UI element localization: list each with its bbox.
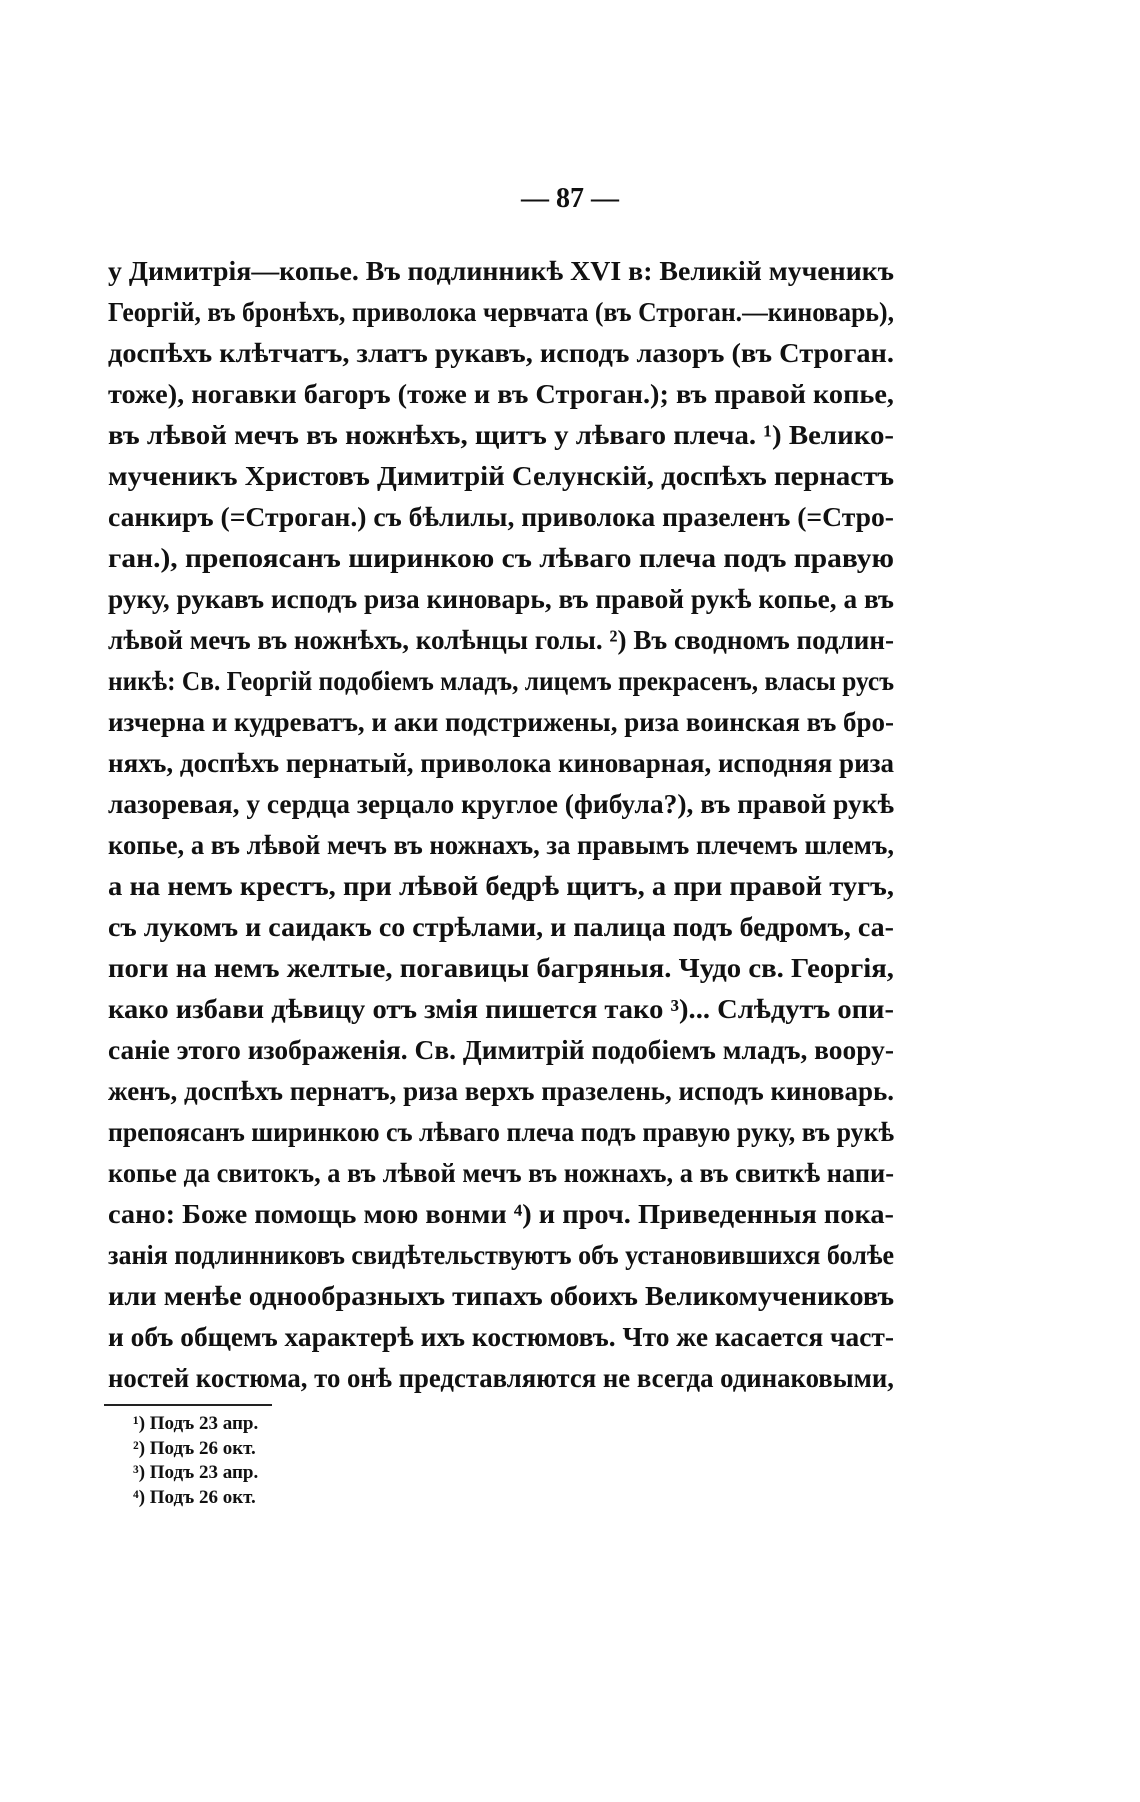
text-line xyxy=(108,783,894,824)
footnote: ⁴) Подъ 26 окт. xyxy=(133,1486,256,1508)
footnote: ²) Подъ 26 окт. xyxy=(133,1437,256,1459)
text-line-content: или менѣе однообразныхъ типахъ обоихъ Великомучениковъ xyxy=(108,1280,895,1311)
text-line xyxy=(108,1152,894,1193)
text-line-content: тоже), ногавки багоръ (тоже и въ Строган.); въ правой копье, xyxy=(108,378,895,409)
text-line xyxy=(108,250,894,291)
text-line-content: сано: Боже помощь мою вонми ⁴) и проч. Приведенныя пока- xyxy=(108,1198,895,1229)
text-line xyxy=(108,988,894,1029)
text-line-content: поги на немъ желтые, погавицы багряныя. Чудо св. Георгія, xyxy=(108,952,894,983)
text-line xyxy=(108,906,894,947)
page-number: — 87 — xyxy=(521,183,619,214)
footnote: ¹) Подъ 23 апр. xyxy=(133,1413,259,1434)
text-line xyxy=(108,291,894,332)
text-line xyxy=(108,1029,894,1070)
text-line xyxy=(108,373,894,414)
text-line xyxy=(108,619,894,660)
text-line-content: саніе этого изображенія. Св. Димитрій подобіемъ младъ, воору- xyxy=(108,1034,894,1065)
text-line-content: и объ общемъ характерѣ ихъ костюмовъ. Что же касается част- xyxy=(108,1321,894,1352)
text-line xyxy=(108,1275,894,1316)
text-line xyxy=(108,496,894,537)
text-line xyxy=(108,865,894,906)
text-line xyxy=(108,1111,894,1152)
text-line-content: копье да свитокъ, а въ лѣвой мечъ въ ножнахъ, а въ свиткѣ напи- xyxy=(108,1157,894,1188)
text-line-content: занія подлинниковъ свидѣтельствуютъ объ установившихся болѣе xyxy=(108,1239,894,1270)
text-line-content: въ лѣвой мечъ въ ножнѣхъ, щитъ у лѣваго плеча. ¹) Велико- xyxy=(108,419,894,450)
text-line-content: женъ, доспѣхъ пернатъ, риза верхъ празелень, исподъ киноварь. xyxy=(108,1075,894,1106)
text-line-content: ган.), препоясанъ ширинкою съ лѣваго плеча подъ правую xyxy=(108,542,894,573)
text-line-content: няхъ, доспѣхъ пернатый, приволока киноварная, исподняя риза xyxy=(108,747,894,778)
text-line xyxy=(108,1316,894,1357)
text-line-content: мученикъ Христовъ Димитрій Селунскій, доспѣхъ пернастъ xyxy=(108,460,894,491)
text-line xyxy=(108,537,894,578)
text-line-content: никѣ: Св. Георгій подобіемъ младъ, лицемъ прекрасенъ, власы русъ xyxy=(108,665,894,696)
text-line xyxy=(108,1234,894,1275)
text-line-content: изчерна и кудреватъ, и аки подстрижены, риза воинская въ бро- xyxy=(108,706,894,737)
text-line xyxy=(108,947,894,988)
text-line-content: съ лукомъ и саидакъ со стрѣлами, и палица подъ бедромъ, са- xyxy=(108,911,894,942)
footnotes xyxy=(133,1412,258,1510)
text-line-content: Георгій, въ бронѣхъ, приволока червчата (въ Строган.—киноварь), xyxy=(108,296,894,327)
text-line-content: препоясанъ ширинкою съ лѣваго плеча подъ правую руку, въ рукѣ xyxy=(108,1116,894,1147)
text-line xyxy=(108,1357,894,1398)
text-line-content: санкиръ (=Строган.) съ бѣлилы, приволока празеленъ (=Стро- xyxy=(108,501,894,532)
text-line xyxy=(108,455,894,496)
body-text xyxy=(108,250,894,1398)
text-line-content: лазоревая, у сердца зерцало круглое (фибула?), въ правой рукѣ xyxy=(108,788,894,819)
text-line xyxy=(108,1070,894,1111)
text-line xyxy=(108,660,894,701)
text-line-content: лѣвой мечъ въ ножнѣхъ, колѣнцы голы. ²) Въ сводномъ подлин- xyxy=(108,624,894,655)
text-line-content: ностей костюма, то онѣ представляются не всегда одинаковыми, xyxy=(108,1362,894,1393)
text-line xyxy=(108,701,894,742)
text-line-content: а на немъ крестъ, при лѣвой бедрѣ щитъ, а при правой тугъ, xyxy=(108,870,894,901)
footnote: ³) Подъ 23 апр. xyxy=(133,1462,259,1483)
text-line xyxy=(108,824,894,865)
text-line xyxy=(108,332,894,373)
text-line-content: у Димитрія—копье. Въ подлинникѣ XVI в: Великій мученикъ xyxy=(108,255,894,286)
text-line xyxy=(108,414,894,455)
footnote-divider xyxy=(104,1404,272,1406)
text-line xyxy=(108,742,894,783)
text-line-content: доспѣхъ клѣтчатъ, златъ рукавъ, исподъ лазоръ (въ Строган. xyxy=(108,337,894,368)
text-line xyxy=(108,1193,894,1234)
text-line xyxy=(108,578,894,619)
text-line-content: руку, рукавъ исподъ риза киноварь, въ правой рукѣ копье, а въ xyxy=(108,583,894,614)
text-line-content: копье, а въ лѣвой мечъ въ ножнахъ, за правымъ плечемъ шлемъ, xyxy=(108,829,894,860)
text-line-content: како избави дѣвицу отъ змія пишется тако ³)... Слѣдутъ опи- xyxy=(108,993,894,1024)
